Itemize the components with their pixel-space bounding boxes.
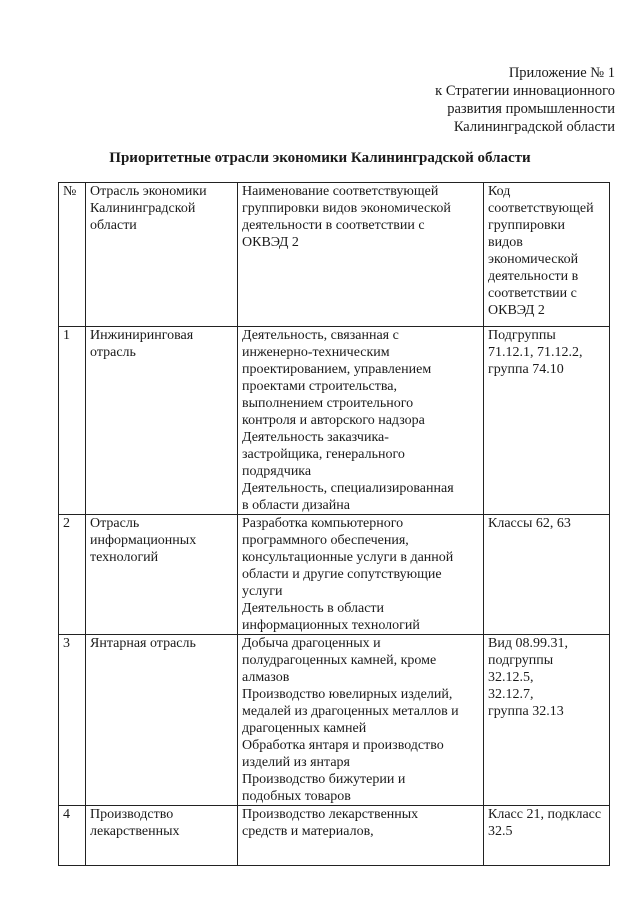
cell-text-line: Деятельность, специализированная <box>242 481 454 496</box>
cell-text-line: контроля и авторского надзора <box>242 413 425 428</box>
row-activities <box>238 635 484 806</box>
cell-text-line: соответствии с <box>488 286 577 301</box>
cell-text-line: Производство бижутерии и <box>242 772 406 787</box>
cell-text-line: области и другие сопутствующие <box>242 567 442 582</box>
cell-text-line: области <box>90 218 137 233</box>
cell-text-line: 32.5 <box>488 824 513 839</box>
row-sector <box>86 635 238 806</box>
cell-text-line: выполнением строительного <box>242 396 414 411</box>
sectors-table <box>58 182 610 866</box>
cell-text-line: в области дизайна <box>242 498 350 513</box>
cell-text-line: Янтарная отрасль <box>90 636 196 651</box>
row-number: 1 <box>59 327 86 515</box>
header-sector <box>86 183 238 327</box>
appendix-line: Калининградской области <box>453 119 615 135</box>
cell-text-line: Производство лекарственных <box>242 807 419 822</box>
cell-text-line: ОКВЭД 2 <box>488 303 545 318</box>
row-number: 3 <box>59 635 86 806</box>
table-row <box>59 806 610 866</box>
row-activities <box>238 327 484 515</box>
cell-text-line: лекарственных <box>90 824 180 839</box>
cell-text-line: подгруппы <box>488 653 554 668</box>
cell-text-line: Вид 08.99.31, <box>488 636 568 651</box>
cell-text-line: Обработка янтаря и производство <box>242 738 444 753</box>
cell-text-line: Отрасль экономики <box>90 184 207 199</box>
header-number <box>59 183 86 327</box>
cell-text-line: Отрасль <box>90 516 140 531</box>
row-activities <box>238 806 484 866</box>
cell-text-line: группа 32.13 <box>488 704 564 719</box>
cell-text-line: 71.12.1, 71.12.2, <box>488 345 583 360</box>
cell-text-line: технологий <box>90 550 159 565</box>
table-header-row <box>59 183 610 327</box>
cell-text-line: видов <box>488 235 523 250</box>
cell-text-line: группировки <box>488 218 565 233</box>
cell-text-line: деятельности в соответствии с <box>242 218 425 233</box>
cell-text-line: группировки видов экономической <box>242 201 451 216</box>
cell-text-line: Добыча драгоценных и <box>242 636 381 651</box>
cell-text-line: средств и материалов, <box>242 824 374 839</box>
cell-text-line: подобных товаров <box>242 789 351 804</box>
row-code <box>484 327 610 515</box>
row-code <box>484 515 610 635</box>
appendix-line: развития промышленности <box>447 101 615 117</box>
cell-text-line: консультационные услуги в данной <box>242 550 454 565</box>
row-sector <box>86 806 238 866</box>
row-code <box>484 806 610 866</box>
cell-text-line: Разработка компьютерного <box>242 516 404 531</box>
cell-text-line: проектированием, управлением <box>242 362 432 377</box>
cell-text-line: программного обеспечения, <box>242 533 409 548</box>
cell-text-line: информационных <box>90 533 197 548</box>
cell-text-line: Производство ювелирных изделий, <box>242 687 453 702</box>
cell-text-line: подрядчика <box>242 464 312 479</box>
cell-text-line: полудрагоценных камней, кроме <box>242 653 437 668</box>
cell-text-line: Калининградской <box>90 201 196 216</box>
cell-text-line: информационных технологий <box>242 618 420 633</box>
cell-text-line: проектами строительства, <box>242 379 398 394</box>
cell-text-line: Деятельность заказчика- <box>242 430 389 445</box>
cell-text-line: алмазов <box>242 670 290 685</box>
cell-text-line: ОКВЭД 2 <box>242 235 299 250</box>
cell-text-line: медалей из драгоценных металлов и <box>242 704 459 719</box>
row-activities <box>238 515 484 635</box>
table-row <box>59 515 610 635</box>
cell-text-line: отрасль <box>90 345 136 360</box>
cell-text-line: Производство <box>90 807 174 822</box>
row-code <box>484 635 610 806</box>
table-row <box>59 635 610 806</box>
cell-text-line: экономической <box>488 252 579 267</box>
cell-text-line: деятельности в <box>488 269 579 284</box>
row-number: 2 <box>59 515 86 635</box>
cell-text-line: драгоценных камней <box>242 721 367 736</box>
cell-text-line: 32.12.5, <box>488 670 534 685</box>
header-activity-name <box>238 183 484 327</box>
table-row <box>59 327 610 515</box>
cell-text-line: изделий из янтаря <box>242 755 350 770</box>
cell-text-line: застройщика, генерального <box>242 447 405 462</box>
cell-text-line: Наименование соответствующей <box>242 184 439 199</box>
cell-text-line: 32.12.7, <box>488 687 534 702</box>
cell-text-line: Класс 21, подкласс <box>488 807 602 822</box>
appendix-line: Приложение № 1 <box>508 65 615 81</box>
appendix-header <box>395 64 615 136</box>
cell-text-line: Подгруппы <box>488 328 556 343</box>
cell-text-line: Деятельность в области <box>242 601 385 616</box>
appendix-line: к Стратегии инновационного <box>435 83 615 99</box>
row-sector <box>86 515 238 635</box>
cell-text-line: Деятельность, связанная с <box>242 328 399 343</box>
cell-text-line: Инжиниринговая <box>90 328 194 343</box>
cell-text-line: услуги <box>242 584 283 599</box>
cell-text-line: Классы 62, 63 <box>488 516 571 531</box>
row-sector <box>86 327 238 515</box>
header-code <box>484 183 610 327</box>
cell-text-line: группа 74.10 <box>488 362 564 377</box>
cell-text-line: соответствующей <box>488 201 594 216</box>
cell-text-line: Код <box>488 184 511 199</box>
cell-text-line: инженерно-техническим <box>242 345 390 360</box>
row-number: 4 <box>59 806 86 866</box>
cell-text-line: № <box>63 184 77 199</box>
document-title: Приоритетные отрасли экономики Калининградской области <box>109 150 531 166</box>
